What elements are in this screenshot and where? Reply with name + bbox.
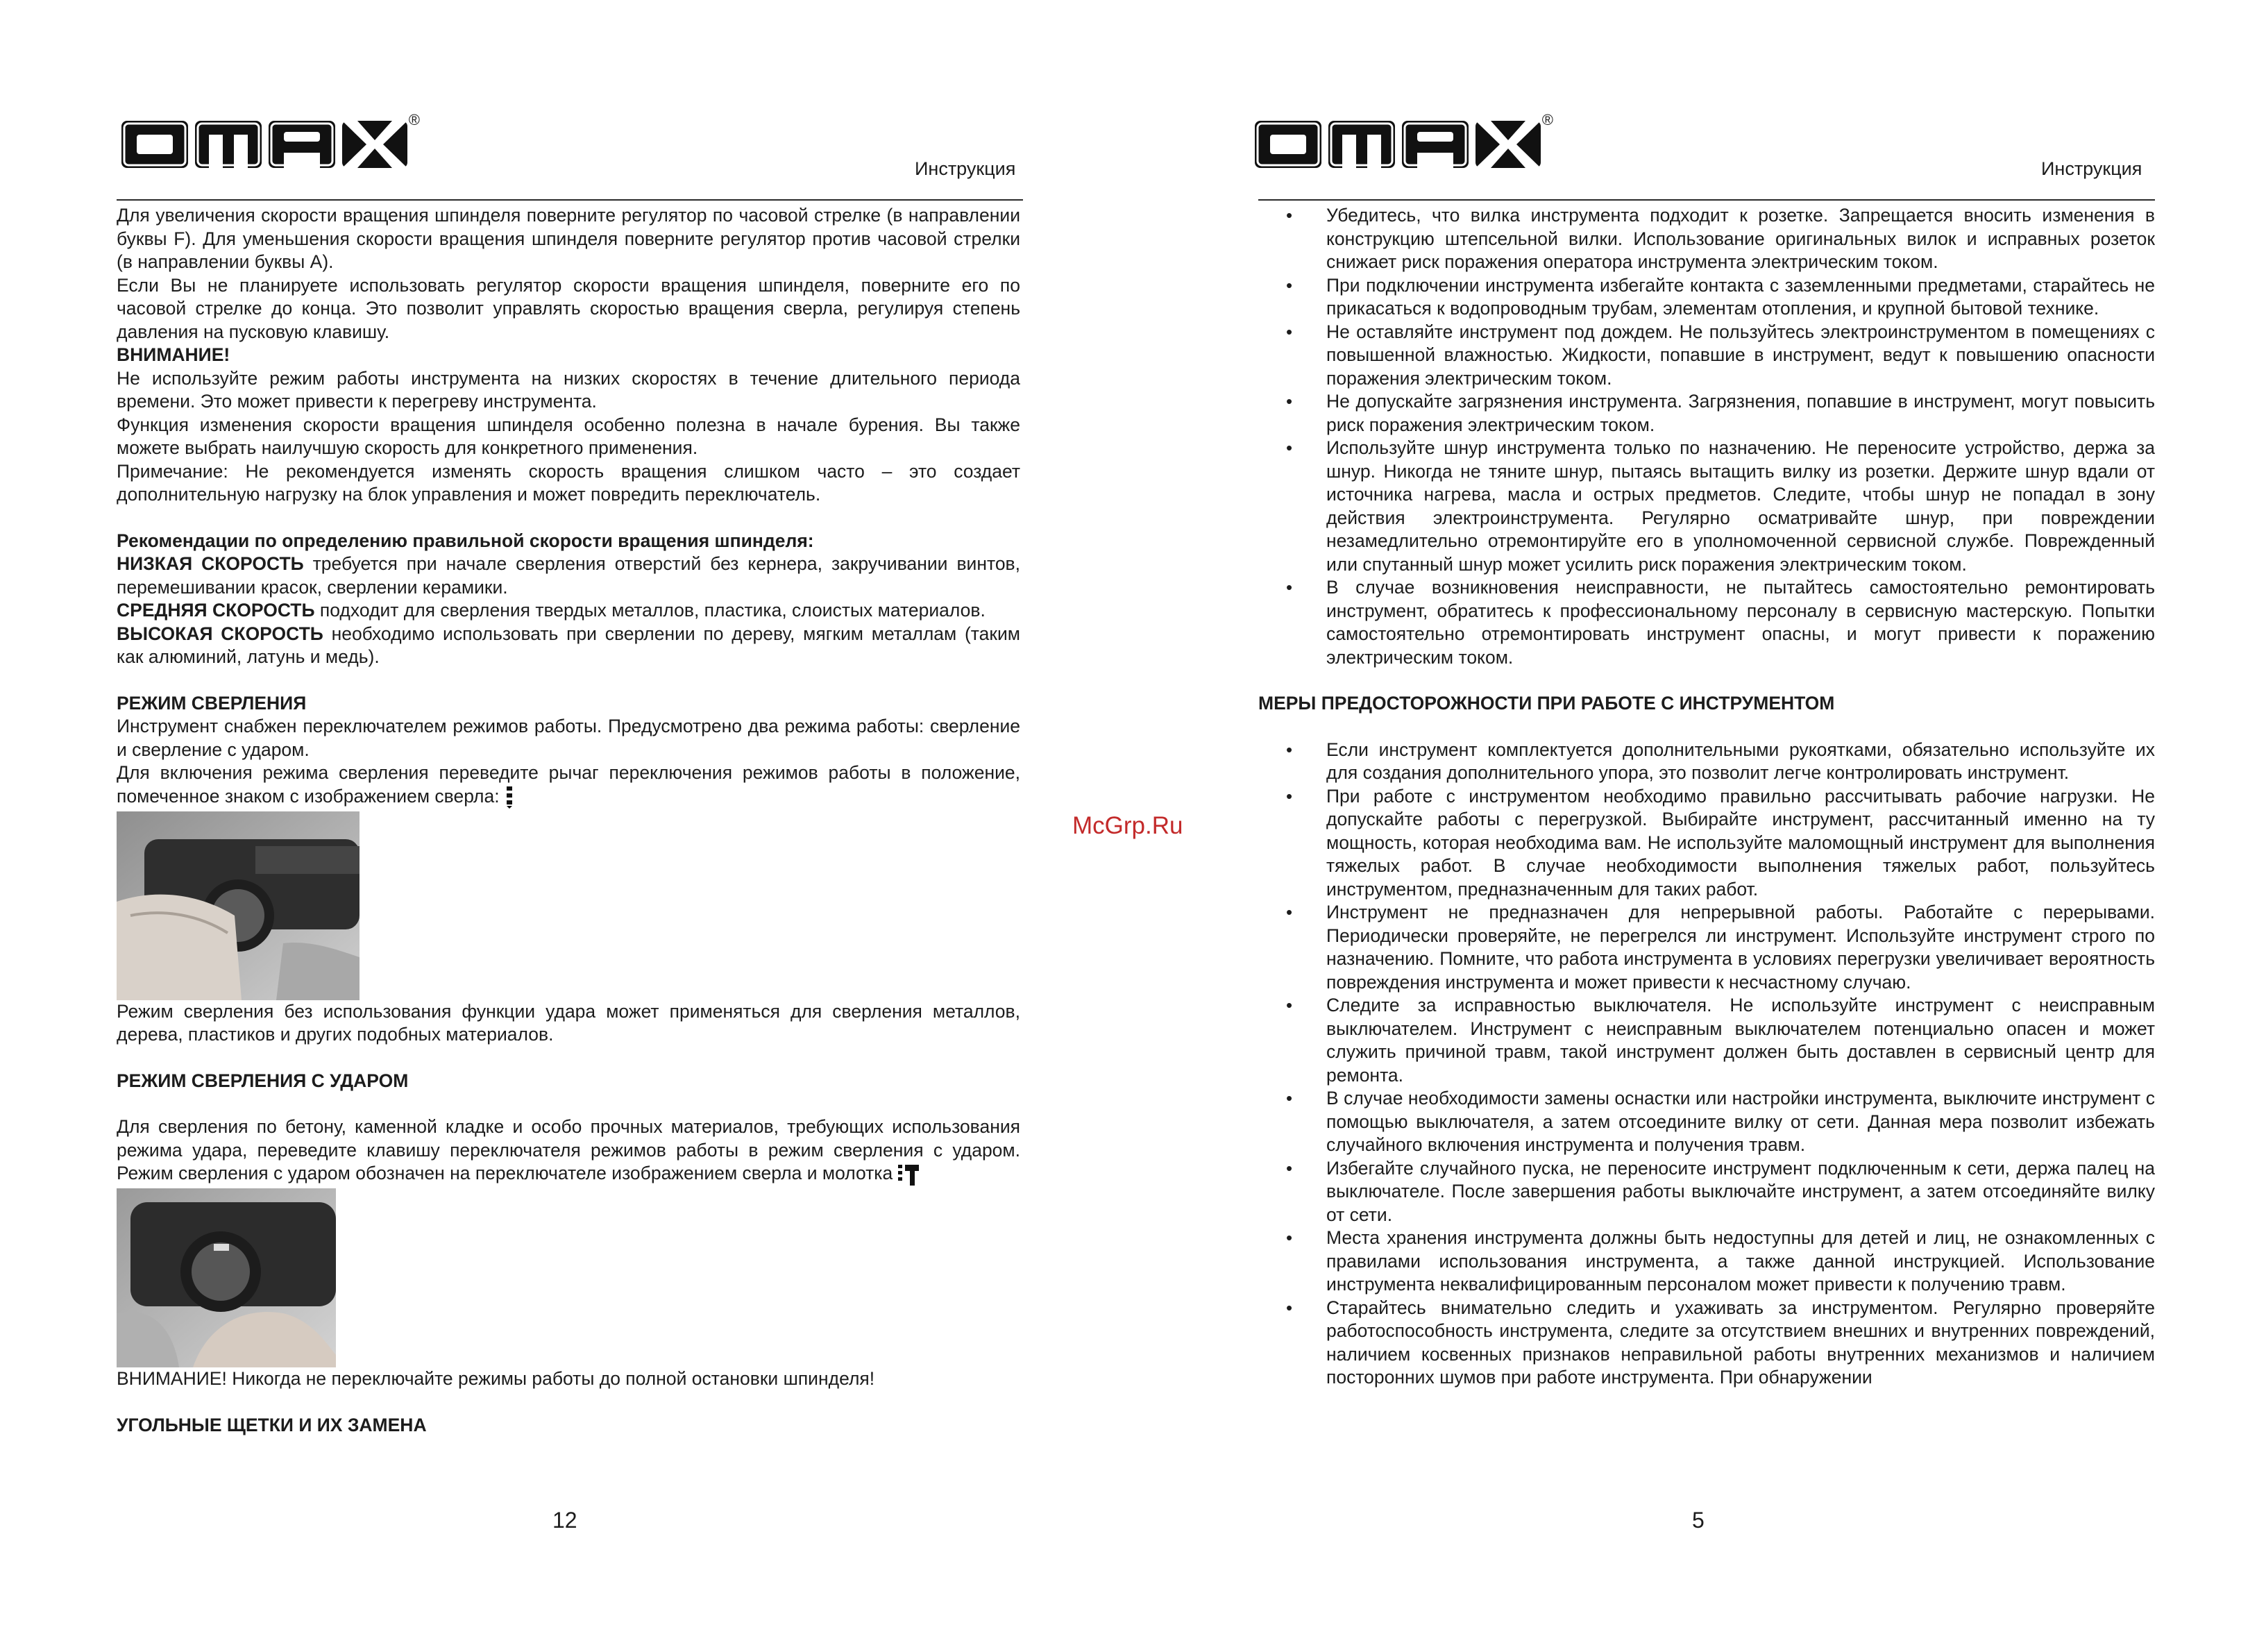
paragraph: Если Вы не планируете использовать регулятор скорости вращения шпинделя, поверните его по часовой стрелке до конца. Это позволит управлять скоростью вращения сверла, регулируя степень давления на пусковую клавишу. — [117, 274, 1020, 342]
paragraph: Функция изменения скорости вращения шпинделя особенно полезна в начале бурения. Вы также можете выбрать наилучшую скорость для конкретного применения. — [117, 414, 1020, 458]
drill-symbol-icon — [505, 786, 514, 809]
list-item-text: Не оставляйте инструмент под дождем. Не пользуйтесь электроинструментом в помещениях с повышенной влажностью. Жидкости, попавшие в инструмент, ведут к повышению опасности поражения электрическим током. — [1326, 321, 2155, 389]
registered-mark: ® — [1541, 111, 1553, 128]
bullet-icon: • — [1286, 1088, 1293, 1109]
bullet-icon: • — [1286, 785, 1293, 807]
mid-speed-label: СРЕДНЯЯ СКОРОСТЬ — [117, 600, 315, 621]
list-item — [1258, 1297, 2155, 1390]
drill-mode-text: Для включения режима сверления переведите рычаг переключения режимов работы в положение, помеченное знаком с изображением сверла: — [117, 762, 1020, 807]
list-item-text: Инструмент не предназначен для непрерывной работы. Работайте с перерывами. Периодически проверяйте, не перегрелся ли инструмент. Используйте инструмент строго по назначению. Помните, что работа инструмента в условиях перегрузки увеличивает вероятность повреждения инструмента и может привести к несчастному случаю. — [1326, 902, 2155, 993]
high-speed-label: ВЫСОКАЯ СКОРОСТЬ — [117, 623, 323, 644]
page-number: 5 — [1692, 1508, 1705, 1533]
list-item-text: В случае возникновения неисправности, не пытайтесь самостоятельно ремонтировать инструмент, обратитесь к профессиональному персоналу в сервисную мастерскую. Попытки самостоятельно отремонтировать инструмент опасны, и могут привести к поражению электрическим током. — [1326, 577, 2155, 668]
high-speed-paragraph — [117, 623, 1020, 669]
list-item — [1258, 901, 2155, 994]
list-item-text: Используйте шнур инструмента только по назначению. Не переносите устройство, держа за шнур. Никогда не тяните шнур, пытаясь вытащить вилку из розетки. Держите шнур вдали от источника нагрева, масла и острых предметов. Следите, чтобы шнур не попадал в зону действия электроинструмента. Регулярно осматривайте шнур, при повреждении незамедлительно отремонтируйте его в уполномоченной сервисной службе. Поврежденный или спутанный шнур может усилить риск поражения электрическим током. — [1326, 437, 2155, 575]
list-item-text: При подключении инструмента избегайте контакта с заземленными предметами, старайтесь не прикасаться к водопроводным трубам, элементам отопления, и крупной бытовой технике. — [1326, 274, 2155, 319]
list-item — [1258, 390, 2155, 437]
paragraph: Инструмент снабжен переключателем режимов работы. Предусмотрено два режима работы: сверление и сверление с ударом. — [117, 716, 1020, 760]
spacer — [117, 1093, 1020, 1115]
list-item — [1258, 576, 2155, 669]
list-item-text: Места хранения инструмента должны быть недоступны для детей и лиц, не ознакомленных с правилами использования инструмента, а также данной инструкцией. Использование инструмента неквалифицированным персоналом может привести к получению травм. — [1326, 1227, 2155, 1295]
drill-mode-photo — [117, 811, 360, 1000]
header-label: Инструкция — [915, 158, 1016, 179]
bullet-icon: • — [1286, 274, 1293, 296]
paragraph: Режим сверления без использования функции удара может применяться для сверления металлов, дерева, пластиков и других подобных материалов. — [117, 1000, 1020, 1045]
registered-mark: ® — [408, 111, 420, 128]
list-item-text: Не допускайте загрязнения инструмента. Загрязнения, попавшие в инструмент, могут повысить риск поражения электрическим током. — [1326, 391, 2155, 435]
list-item-text: При работе с инструментом необходимо правильно рассчитывать рабочие нагрузки. Не допускайте работы с перегрузкой. Выбирайте инструмент, рассчитанный именно на ту мощность, которая необходима вам. Не используйте маломощный инструмент для выполнения тяжелых работ. В случае необходимости выполнения тяжелых работ, пользуйтесь инструментом, предназначенным для таких работ. — [1326, 785, 2155, 900]
watermark: McGrp.Ru — [1072, 812, 1183, 839]
precautions-list — [1258, 739, 2155, 1390]
right-page — [1133, 0, 2266, 1652]
omax-logo-image — [121, 117, 407, 172]
page-number: 12 — [552, 1508, 577, 1533]
paragraph: Примечание: Не рекомендуется изменять скорость вращения слишком часто – это создает дополнительную нагрузку на блок управления и может повредить переключатель. — [117, 460, 1020, 505]
spacer — [117, 1047, 1020, 1070]
spacer — [1258, 669, 2155, 692]
hammer-drill-symbol-icon — [898, 1163, 919, 1186]
drill-mode-title: РЕЖИМ СВЕРЛЕНИЯ — [117, 692, 307, 714]
header-label: Инструкция — [2041, 158, 2142, 179]
final-warning: ВНИМАНИЕ! Никогда не переключайте режимы работы до полной остановки шпинделя! — [117, 1368, 875, 1389]
recommendations-title: Рекомендации по определению правильной скорости вращения шпинделя: — [117, 530, 814, 551]
header-rule — [117, 199, 1023, 201]
hammer-mode-instruction — [117, 1115, 1020, 1186]
high-speed-text: необходимо использовать при сверлении по дереву, мягким металлам (таким как алюминий, латунь и медь). — [117, 623, 1021, 667]
list-item — [1258, 1157, 2155, 1227]
list-item — [1258, 785, 2155, 902]
list-item — [1258, 739, 2155, 785]
bullet-icon: • — [1286, 902, 1293, 922]
precautions-title: МЕРЫ ПРЕДОСТОРОЖНОСТИ ПРИ РАБОТЕ С ИНСТРУМЕНТОМ — [1258, 693, 1835, 714]
paragraph: Для увеличения скорости вращения шпинделя поверните регулятор по часовой стрелке (в направлении буквы F). Для уменьшения скорости вращения шпинделя поверните регулятор против часовой стрелки (в направлении буквы А). — [117, 205, 1020, 272]
left-content — [117, 204, 1020, 1437]
hammer-mode-title: РЕЖИМ СВЕРЛЕНИЯ С УДАРОМ — [117, 1070, 409, 1091]
electrical-safety-list — [1258, 204, 2155, 669]
list-item — [1258, 321, 2155, 391]
omax-logo — [121, 111, 420, 172]
bullet-icon: • — [1286, 995, 1293, 1015]
low-speed-label: НИЗКАЯ СКОРОСТЬ — [117, 553, 304, 574]
bullet-icon: • — [1286, 321, 1293, 342]
list-item-text: Старайтесь внимательно следить и ухаживать за инструментом. Регулярно проверяйте работоспособность инструмента, следите за отсутствием внешних и внутренних повреждений, наличием косвенных признаков неправильной работы внутренних механизмов и наличием посторонних шумов при работе инструмента. При обнаружении — [1326, 1297, 2155, 1388]
bullet-icon: • — [1286, 577, 1293, 598]
list-item-text: Убедитесь, что вилка инструмента подходит к розетке. Запрещается вносить изменения в конструкцию штепсельной вилки. Использование оригинальных вилок и исправных розеток снижает риск поражения оператора инструмента электрическим током. — [1326, 205, 2155, 272]
list-item — [1258, 994, 2155, 1087]
spacer — [1258, 716, 2155, 739]
list-item-text: В случае необходимости замены оснастки или настройки инструмента, выключите инструмент с помощью выключателя, а затем отсоедините вилку от сети. Данная мера позволит избежать случайного включения инструмента и получения травм. — [1326, 1088, 2155, 1155]
list-item-text: Следите за исправностью выключателя. Не используйте инструмент с неисправным выключателем. Инструмент с неисправным выключателем потенциально опасен и может служить причиной травм, такой инструмент должен быть доставлен в сервисный центр для ремонта. — [1326, 995, 2155, 1086]
right-content — [1258, 204, 2155, 1390]
bullet-icon: • — [1286, 205, 1293, 226]
spacer — [117, 669, 1020, 692]
list-item — [1258, 204, 2155, 274]
header-rule — [1258, 199, 2155, 201]
hammer-mode-photo — [117, 1188, 336, 1367]
low-speed-paragraph — [117, 553, 1020, 599]
list-item — [1258, 1227, 2155, 1297]
list-item-text: Избегайте случайного пуска, не переносите инструмент подключенным к сети, держа палец на выключателе. После завершения работы выключайте инструмент, а затем отсоединяйте вилку от сети. — [1326, 1157, 2155, 1225]
attention-heading: ВНИМАНИЕ! — [117, 344, 230, 365]
list-item — [1258, 437, 2155, 576]
brushes-title: УГОЛЬНЫЕ ЩЕТКИ И ИХ ЗАМЕНА — [117, 1414, 427, 1435]
bullet-icon: • — [1286, 739, 1293, 760]
bullet-icon: • — [1286, 1297, 1293, 1318]
drill-mode-instruction — [117, 761, 1020, 809]
bullet-icon: • — [1286, 1227, 1293, 1248]
omax-logo-image — [1255, 117, 1541, 172]
list-item-text: Если инструмент комплектуется дополнительными рукоятками, обязательно используйте их для создания дополнительного упора, это позволит легче контролировать инструмент. — [1326, 739, 2155, 783]
paragraph: Не используйте режим работы инструмента на низких скоростях в течение длительного периода времени. Это может привести к перегреву инструмента. — [117, 367, 1020, 412]
bullet-icon: • — [1286, 391, 1293, 412]
list-item — [1258, 274, 2155, 321]
spacer — [117, 507, 1020, 530]
spacer — [117, 1391, 1020, 1414]
hammer-mode-text: Для сверления по бетону, каменной кладке и особо прочных материалов, требующих использования режима удара, переведите клавишу переключателя режимов работы в режим сверления с ударом. Режим сверления с ударом обозначен на переключателе изображением сверла и молотка — [117, 1116, 1020, 1183]
omax-logo — [1255, 111, 1553, 172]
mid-speed-text: подходит для сверления твердых металлов, пластика, слоистых материалов. — [314, 600, 986, 621]
bullet-icon: • — [1286, 437, 1293, 458]
low-speed-text: требуется при начале сверления отверстий без кернера, закручивании винтов, перемешивании красок, сверлении керамики. — [117, 553, 1020, 598]
bullet-icon: • — [1286, 1157, 1293, 1179]
mid-speed-paragraph — [117, 599, 1020, 623]
list-item — [1258, 1087, 2155, 1157]
